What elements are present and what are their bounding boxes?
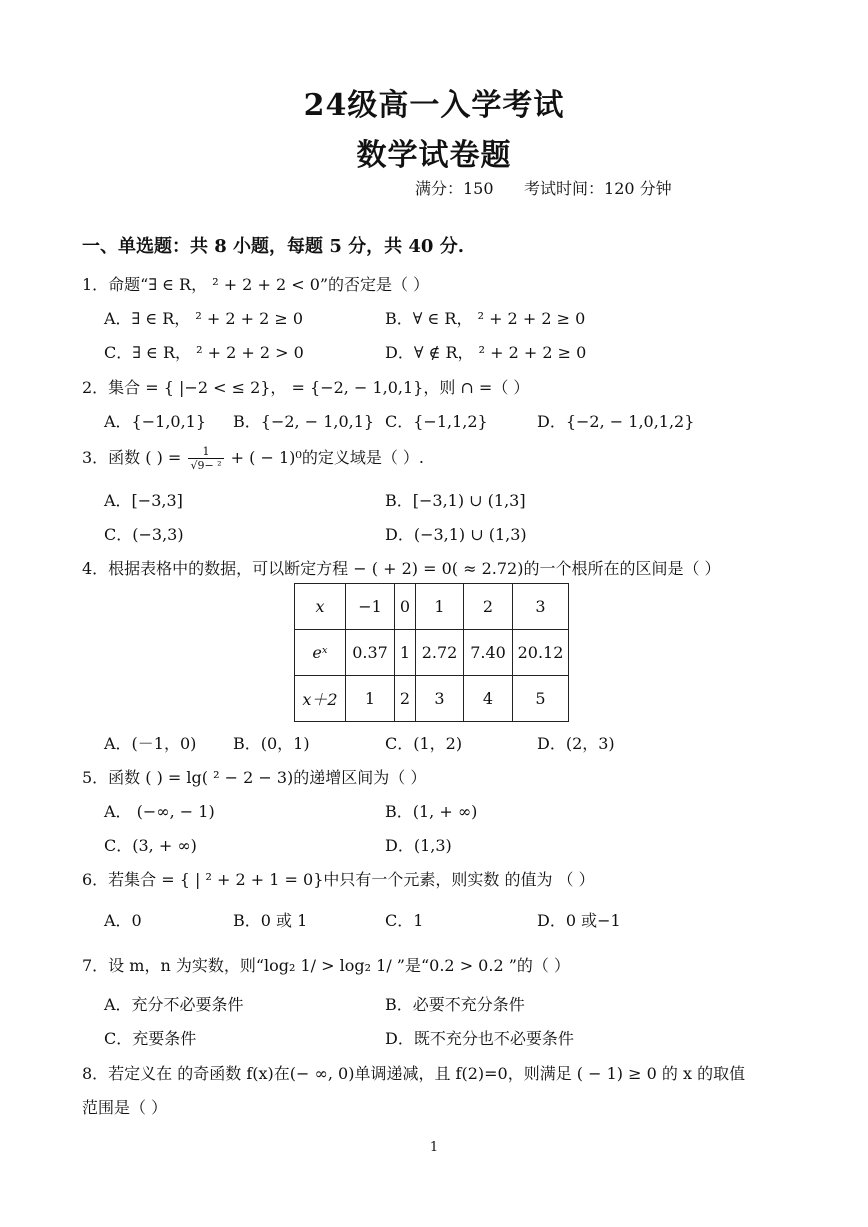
section-heading: 一、单选题：共 8 小题，每题 5 分，共 40 分. <box>82 236 464 257</box>
question-1-option-a: A．∃ ∈ R， ² + 2 + 2 ≥ 0 <box>104 309 304 328</box>
question-3-fraction-numerator: 1 <box>188 445 223 459</box>
table-cell: 3 <box>416 676 464 722</box>
table-cell: 7.40 <box>464 630 513 676</box>
question-2-stem: 2．集合 = { |−2 < ≤ 2}， = {−2, − 1,0,1}，则 ∩ =（ ） <box>82 378 530 397</box>
table-cell: 1 <box>416 584 464 630</box>
question-8-stem-line1: 8．若定义在 的奇函数 f(x)在(− ∞, 0)单调递减，且 f(2)=0，则满足 ( − 1) ≥ 0 的 x 的取值 <box>82 1064 746 1083</box>
question-3-stem-post: + ( − 1)⁰的定义域是（ ）. <box>230 448 424 467</box>
table-cell: eˣ <box>295 630 346 676</box>
table-cell: −1 <box>346 584 395 630</box>
table-cell: 1 <box>395 630 416 676</box>
question-6-option-d: D．0 或−1 <box>537 911 621 930</box>
exam-meta: 满分：150 考试时间：120 分钟 <box>415 179 672 198</box>
question-5-option-d: D．(1,3) <box>385 836 452 855</box>
question-3-stem-pre: 3．函数 ( ) = <box>82 448 182 467</box>
exam-title: 24级高一入学考试 <box>303 88 565 123</box>
table-cell: 2.72 <box>416 630 464 676</box>
table-row <box>295 676 569 722</box>
question-1-stem: 1．命题“∃ ∈ R， ² + 2 + 2 < 0”的否定是（ ） <box>82 275 430 294</box>
table-cell: 4 <box>464 676 513 722</box>
question-4-option-b: B．(0，1) <box>233 734 310 753</box>
question-7-option-d: D．既不充分也不必要条件 <box>385 1029 574 1048</box>
table-cell: x＋2 <box>295 676 346 722</box>
question-4-stem: 4．根据表格中的数据，可以断定方程 − ( + 2) = 0( ≈ 2.72)的一个根所在的区间是（ ） <box>82 559 721 578</box>
question-7-option-a: A．充分不必要条件 <box>104 995 244 1014</box>
question-7-option-c: C．充要条件 <box>104 1029 197 1048</box>
question-6-stem: 6．若集合 = { | ² + 2 + 1 = 0}中只有一个元素，则实数 的值为 （ ） <box>82 870 595 889</box>
question-7-option-b: B．必要不充分条件 <box>385 995 525 1014</box>
question-4-option-d: D．(2，3) <box>537 734 615 753</box>
question-5-stem: 5．函数 ( ) = lg( ² − 2 − 3)的递增区间为（ ） <box>82 768 427 787</box>
table-cell: 0 <box>395 584 416 630</box>
question-3-fraction-denominator: √9− ² <box>190 459 222 472</box>
page-number: 1 <box>429 1140 439 1155</box>
question-3-option-b: B．[−3,1) ∪ (1,3] <box>385 491 526 510</box>
question-1-option-d: D．∀ ∉ R， ² + 2 + 2 ≥ 0 <box>385 343 587 362</box>
table-cell: 0.37 <box>346 630 395 676</box>
question-3-stem <box>82 445 424 472</box>
question-6-option-c: C．1 <box>385 911 424 930</box>
table-cell: 20.12 <box>513 630 569 676</box>
question-5-option-b: B．(1, + ∞) <box>385 802 478 821</box>
question-7-stem: 7．设 m，n 为实数，则“log₂ 1/ > log₂ 1/ ”是“0.2 > 0.2 ”的（ ） <box>82 956 570 975</box>
question-4-table <box>294 583 569 722</box>
question-1-option-b: B．∀ ∈ R， ² + 2 + 2 ≥ 0 <box>385 309 586 328</box>
question-5-option-a: A． (−∞, − 1) <box>104 802 215 821</box>
question-6-option-a: A．0 <box>104 911 142 930</box>
question-4-option-c: C．(1，2) <box>385 734 463 753</box>
question-3-option-a: A．[−3,3] <box>104 491 183 510</box>
table-cell: 2 <box>395 676 416 722</box>
exam-subtitle: 数学试卷题 <box>356 138 512 173</box>
question-2-option-c: C．{−1,1,2} <box>385 412 488 431</box>
table-cell: x <box>295 584 346 630</box>
table-cell: 3 <box>513 584 569 630</box>
question-3-option-c: C．(−3,3) <box>104 525 184 544</box>
question-3-fraction <box>188 445 223 472</box>
table-row <box>295 584 569 630</box>
question-5-option-c: C．(3, + ∞) <box>104 836 197 855</box>
table-cell: 1 <box>346 676 395 722</box>
question-6-option-b: B．0 或 1 <box>233 911 308 930</box>
question-2-option-d: D．{−2, − 1,0,1,2} <box>537 412 695 431</box>
question-1-option-c: C．∃ ∈ R， ² + 2 + 2 > 0 <box>104 343 304 362</box>
table-cell: 2 <box>464 584 513 630</box>
question-4-option-a: A．(－1，0) <box>104 734 197 753</box>
question-2-option-b: B．{−2, − 1,0,1} <box>233 412 375 431</box>
table-row <box>295 630 569 676</box>
table-cell: 5 <box>513 676 569 722</box>
question-2-option-a: A．{−1,0,1} <box>104 412 207 431</box>
question-3-option-d: D．(−3,1) ∪ (1,3) <box>385 525 527 544</box>
question-8-stem-line2: 范围是（ ） <box>82 1098 168 1117</box>
